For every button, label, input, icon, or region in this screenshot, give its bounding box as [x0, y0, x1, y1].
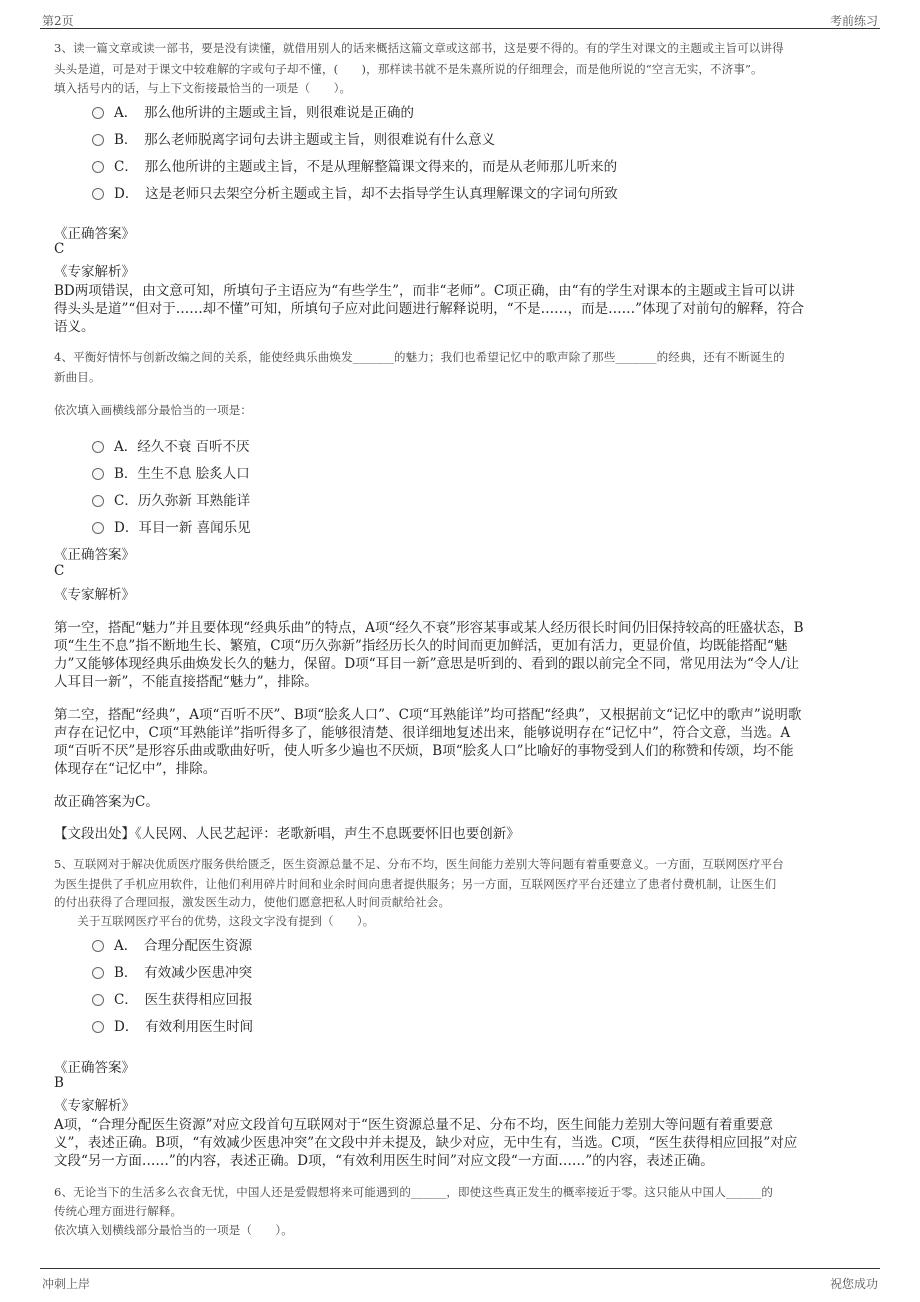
q3-analysis-line-1: BD两项错误，由文意可知，所填句子主语应为“有些学生”，而非“老师”。C项正确，由“有的学生对课本的主题或主旨可以讲 — [54, 283, 795, 299]
q5-answer: B — [54, 1075, 64, 1091]
q6-stem-line-3: 依次填入划横线部分最恰当的一项是（ ）。 — [54, 1223, 293, 1237]
q3-option-a[interactable]: A． 那么他所讲的主题或主旨，则很难说是正确的 — [92, 101, 872, 121]
radio-icon[interactable] — [92, 967, 104, 979]
q5-option-a[interactable]: A． 合理分配医生资源 — [92, 934, 872, 954]
radio-icon[interactable] — [92, 994, 104, 1006]
q3-option-b[interactable]: B． 那么老师脱离字词句去讲主题或主旨，则很难说有什么意义 — [92, 128, 872, 148]
q3-option-c[interactable]: C． 那么他所讲的主题或主旨，不是从理解整篇课文得来的，而是从老师那儿听来的 — [92, 155, 872, 175]
q4-instruction: 依次填入画横线部分最恰当的一项是： — [54, 403, 253, 417]
q4-para1-line-3: 力”又能够体现经典乐曲焕发长久的魅力，保留。D项“耳目一新”意思是听到的、看到的跟以前完全不同，常见用法为“令人/让 — [54, 656, 799, 672]
radio-icon[interactable] — [92, 495, 104, 507]
q3-option-d[interactable]: D． 这是老师只去架空分析主题或主旨，却不去指导学生认真理解课文的字词句所致 — [92, 182, 872, 202]
radio-icon[interactable] — [92, 522, 104, 534]
q4-stem-line-1: 4、平衡好情怀与创新改编之间的关系，能使经典乐曲焕发_______的魅力；我们也希望记忆中的歌声除了那些_______的经典，还有不断诞生的 — [54, 350, 785, 364]
q3-stem-line-2: 头头是道，可是对于课文中较难解的字或句子却不懂，( )，那样读书就不是朱熹所说的仔细理会，而是他所说的“空言无实，不济事”。 — [54, 62, 763, 76]
q6-stem-line-1: 6、无论当下的生活多么衣食无忧，中国人还是爱假想将来可能遇到的______，即使这些真正发生的概率接近于零。这只能从中国人______的 — [54, 1185, 774, 1199]
q3-stem-line-3: 填入括号内的话，与上下文衔接最恰当的一项是（ ）。 — [54, 81, 352, 95]
q5-option-b[interactable]: B． 有效减少医患冲突 — [92, 961, 872, 981]
q5-analysis-line-2: 义”，表述正确。B项，“有效减少医患冲突”在文段中并未提及，缺少对应，无中生有，当选。C项，“医生获得相应回报”对应 — [54, 1135, 798, 1151]
radio-icon[interactable] — [92, 134, 104, 146]
q5-analysis-label: 《专家解析》 — [54, 1098, 135, 1114]
q5-option-c[interactable]: C． 医生获得相应回报 — [92, 988, 872, 1008]
q4-para1-line-4: 人耳目一新”，不能直接搭配“魅力”，排除。 — [54, 674, 318, 690]
page-header — [40, 8, 880, 29]
footer-right-text: 祝您成功 — [829, 1277, 878, 1291]
q4-stem-line-2: 新曲目。 — [54, 370, 101, 384]
q4-conclusion: 故正确答案为C。 — [54, 794, 159, 810]
q5-stem-line-2: 为医生提供了手机应用软件，让他们利用碎片时间和业余时间向患者提供服务；另一方面，互联网医疗平台还建立了患者付费机制，让医生们 — [54, 877, 777, 891]
radio-icon[interactable] — [92, 161, 104, 173]
q3-analysis-label: 《专家解析》 — [54, 264, 135, 280]
radio-icon[interactable] — [92, 1021, 104, 1033]
q5-stem-line-4: 关于互联网医疗平台的优势，这段文字没有提到（ ）。 — [54, 914, 375, 928]
radio-icon[interactable] — [92, 188, 104, 200]
q6-stem-line-2: 传统心理方面进行解释。 — [54, 1204, 183, 1218]
q5-analysis-line-3: 文段“另一方面……”的内容，表述正确。D项，“有效利用医生时间”对应文段“一方面……”的内容，表述正确。 — [54, 1153, 714, 1169]
footer-left-text: 冲刺上岸 — [42, 1277, 91, 1291]
q4-source: 【文段出处】《人民网、人民艺起评：老歌新唱，声生不息既要怀旧也要创新》 — [54, 826, 520, 842]
radio-icon[interactable] — [92, 441, 104, 453]
q5-option-d[interactable]: D． 有效利用医生时间 — [92, 1015, 872, 1035]
q5-stem-line-3: 的付出获得了合理回报，激发医生动力，使他们愿意把私人时间贡献给社会。 — [54, 895, 451, 909]
q4-para1-line-1: 第一空，搭配“魅力”并且要体现“经典乐曲”的特点，A项“经久不衰”形容某事或某人经历很长时间仍旧保持较高的旺盛状态，B — [54, 620, 804, 636]
q4-para2-line-2: 声存在记忆中，C项“耳熟能详”指听得多了，能够很清楚、很详细地复述出来，能够说明存在“记忆中”，符合文意，当选。A — [54, 725, 791, 741]
page-number: 第2页 — [42, 14, 74, 28]
q4-answer-label: 《正确答案》 — [54, 547, 135, 563]
q4-para1-line-2: 项“生生不息”指不断地生长、繁殖，C项“历久弥新”指经历长久的时间而更加鲜活，更加有活力，更显价值，均既能搭配“魅 — [54, 638, 788, 654]
q4-answer: C — [54, 563, 65, 579]
radio-icon[interactable] — [92, 468, 104, 480]
radio-icon[interactable] — [92, 107, 104, 119]
page-footer — [40, 1268, 880, 1296]
q3-stem-line-1: 3、读一篇文章或读一部书，要是没有读懂，就借用别人的话来概括这篇文章或这部书，这是要不得的。有的学生对课文的主题或主旨可以讲得 — [54, 41, 784, 55]
q4-option-a[interactable]: A．经久不衰 百听不厌 — [92, 435, 872, 455]
radio-icon[interactable] — [92, 940, 104, 952]
q4-para2-line-3: 项“百听不厌”是形容乐曲或歌曲好听，使人听多少遍也不厌烦，B项“脍炙人口”比喻好的事物受到人们的称赞和传颂，均不能 — [54, 743, 794, 759]
q5-answer-label: 《正确答案》 — [54, 1060, 135, 1076]
q4-option-b[interactable]: B．生生不息 脍炙人口 — [92, 462, 872, 482]
q5-analysis-line-1: A项，“合理分配医生资源”对应文段首句互联网对于“医生资源总量不足、分布不均，医生间能力差别大等问题有着重要意 — [54, 1117, 773, 1133]
q4-option-d[interactable]: D．耳目一新 喜闻乐见 — [92, 516, 872, 536]
q3-answer: C — [54, 241, 65, 257]
q3-answer-label: 《正确答案》 — [54, 226, 135, 242]
q4-option-c[interactable]: C．历久弥新 耳熟能详 — [92, 489, 872, 509]
q4-para2-line-1: 第二空，搭配“经典”，A项“百听不厌”、B项“脍炙人口”、C项“耳熟能详”均可搭配“经典”，又根据前文“记忆中的歌声”说明歌 — [54, 707, 802, 723]
q4-para2-line-4: 体现存在“记忆中”，排除。 — [54, 761, 217, 777]
q5-stem-line-1: 5、互联网对于解决优质医疗服务供给匮乏，医生资源总量不足、分布不均，医生间能力差别大等问题有着重要意义。一方面，互联网医疗平台 — [54, 857, 784, 871]
header-title: 考前练习 — [829, 14, 878, 28]
q3-analysis-line-2: 得头头是道”“但对于……却不懂”可知，所填句子应对此问题进行解释说明，“不是……，而是……”体现了对前句的解释，符合 — [54, 301, 805, 317]
q3-analysis-line-3: 语义。 — [54, 319, 95, 335]
q4-analysis-label: 《专家解析》 — [54, 587, 135, 603]
